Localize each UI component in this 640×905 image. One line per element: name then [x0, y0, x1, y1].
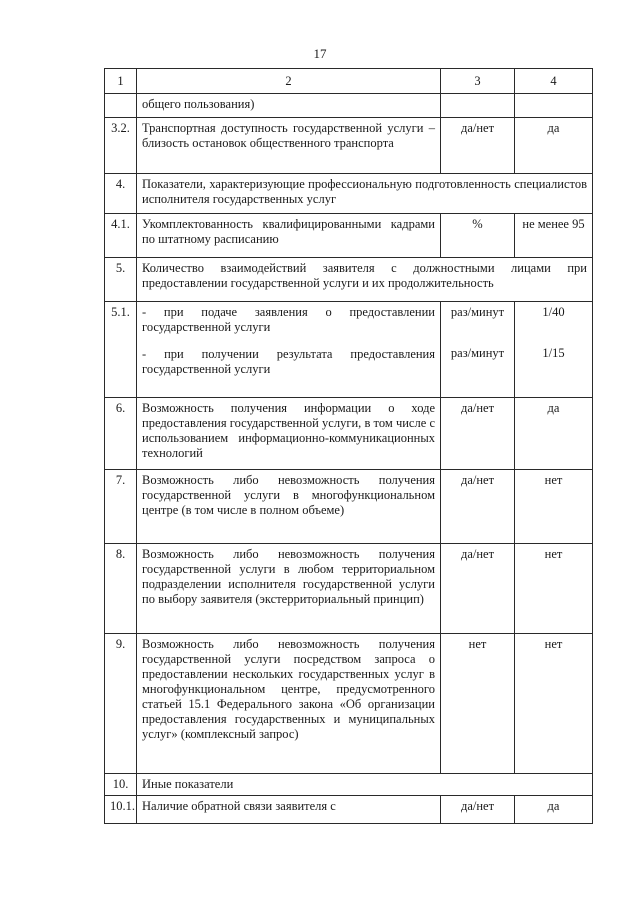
- row-number: [105, 94, 137, 118]
- row-value: [515, 302, 593, 398]
- section-title: Количество взаимодействий заявителя с должностными лицами при предоставлении государственной услуги и их продолжительность: [137, 258, 593, 302]
- row-number: 7.: [105, 470, 137, 544]
- row-text: [137, 302, 441, 398]
- section-title: Иные показатели: [137, 774, 593, 796]
- table-row: [105, 796, 593, 824]
- section-row: [105, 774, 593, 796]
- row-unit: [441, 94, 515, 118]
- sub-item-text: - при подаче заявления о предоставлении государственной услуги: [142, 305, 435, 334]
- row-value: нет: [515, 544, 593, 634]
- row-unit: %: [441, 214, 515, 258]
- row-number: 9.: [105, 634, 137, 774]
- sub-item-value: 1/15: [542, 346, 565, 360]
- header-cell-1: 1: [105, 69, 137, 94]
- table-row: [105, 544, 593, 634]
- row-unit: [441, 302, 515, 398]
- row-number: 4.: [105, 174, 137, 214]
- row-number: 6.: [105, 398, 137, 470]
- row-number: 3.2.: [105, 118, 137, 174]
- header-cell-3: 3: [441, 69, 515, 94]
- row-value: да: [515, 118, 593, 174]
- table-row: [105, 214, 593, 258]
- table-row: [105, 398, 593, 470]
- section-row: [105, 174, 593, 214]
- row-text: Укомплектованность квалифицированными кадрами по штатному расписанию: [137, 214, 441, 258]
- row-value: нет: [515, 470, 593, 544]
- row-unit: да/нет: [441, 398, 515, 470]
- table-row: [105, 118, 593, 174]
- row-value: нет: [515, 634, 593, 774]
- sub-item-unit: раз/минут: [450, 346, 505, 360]
- sub-item-value: 1/40: [542, 305, 565, 319]
- table-header-row: [105, 69, 593, 94]
- table-row: [105, 94, 593, 118]
- row-value: не менее 95: [515, 214, 593, 258]
- row-value: да: [515, 796, 593, 824]
- row-number: 5.: [105, 258, 137, 302]
- row-text: Возможность либо невозможность получения государственной услуги в любом территориальном подразделении исполнителя государственной услуги по выбору заявителя (экстерриториальный принцип): [137, 544, 441, 634]
- row-unit: нет: [441, 634, 515, 774]
- table-row: [105, 634, 593, 774]
- row-unit: да/нет: [441, 118, 515, 174]
- page-number: 17: [313, 46, 327, 61]
- table-row: [105, 302, 593, 398]
- row-unit: да/нет: [441, 470, 515, 544]
- header-cell-2: 2: [137, 69, 441, 94]
- header-cell-4: 4: [515, 69, 593, 94]
- row-number: 4.1.: [105, 214, 137, 258]
- row-number: 5.1.: [105, 302, 137, 398]
- sub-item-unit: раз/минут: [450, 305, 505, 319]
- row-text: Возможность либо невозможность получения государственной услуги посредством запроса о предоставлении нескольких государственных услуг в многофункциональном центре, предусмотренного статьей 15.1 Федерального закона «Об организации предоставления государственных и муниципальных услуг» (комплексный запрос): [137, 634, 441, 774]
- row-value: да: [515, 398, 593, 470]
- table-row: [105, 470, 593, 544]
- row-text: Возможность либо невозможность получения государственной услуги в многофункциональном центре (в том числе в полном объеме): [137, 470, 441, 544]
- row-value: [515, 94, 593, 118]
- row-unit: да/нет: [441, 544, 515, 634]
- indicators-table: [104, 68, 593, 824]
- row-number: 8.: [105, 544, 137, 634]
- row-number: 10.1.: [105, 796, 137, 824]
- row-unit: да/нет: [441, 796, 515, 824]
- section-row: [105, 258, 593, 302]
- row-text: общего пользования): [137, 94, 441, 118]
- sub-item-text: - при получении результата предоставления государственной услуги: [142, 347, 435, 376]
- section-title: Показатели, характеризующие профессиональную подготовленность специалистов исполнителя государственных услуг: [137, 174, 593, 214]
- row-text: Возможность получения информации о ходе предоставления государственной услуги, в том числе с использованием информационно-коммуникационных технологий: [137, 398, 441, 470]
- row-number: 10.: [105, 774, 137, 796]
- row-text: Наличие обратной связи заявителя с: [137, 796, 441, 824]
- row-text: Транспортная доступность государственной услуги – близость остановок общественного транспорта: [137, 118, 441, 174]
